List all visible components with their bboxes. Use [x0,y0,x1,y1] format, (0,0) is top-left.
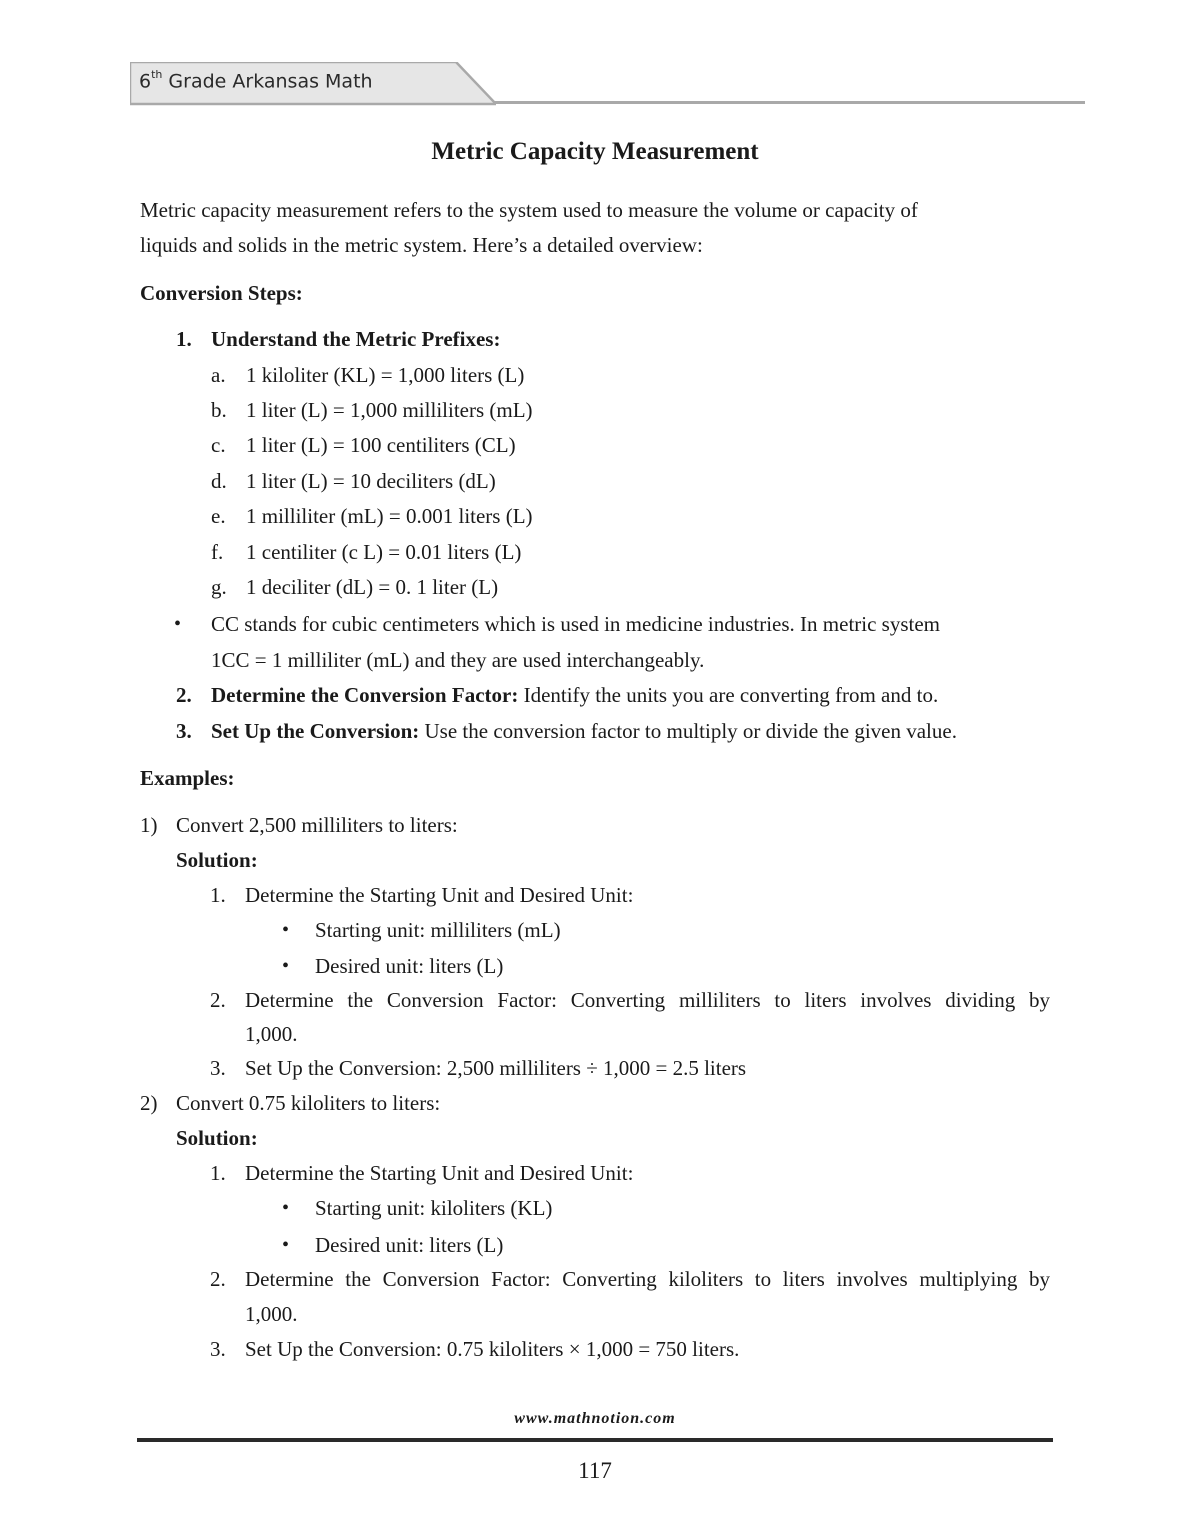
step-3-number: 3. [176,719,192,743]
header-title: 6th Grade Arkansas Math [139,68,373,93]
step-2-description: Identify the units you are converting from and to. [518,683,939,707]
prefix-item-b: 1 liter (L) = 1,000 milliliters (mL) [246,398,533,422]
example-1-step-3-number: 3. [210,1056,226,1080]
prefix-letter-a: a. [211,363,226,387]
step-2-number: 2. [176,683,192,707]
footer-url: www.mathnotion.com [514,1410,676,1427]
prefix-item-g: 1 deciliter (dL) = 0. 1 liter (L) [246,575,499,599]
step-3-label: Set Up the Conversion: [211,719,420,743]
example-1-step-1: Determine the Starting Unit and Desired Unit: [245,883,634,907]
prefix-letter-e: e. [211,504,226,528]
prefix-letter-f: f. [211,540,224,564]
step-3-description: Use the conversion factor to multiply or divide the given value. [419,719,957,743]
conversion-steps-heading: Conversion Steps: [140,281,303,305]
prefix-letter-c: c. [211,433,226,457]
example-2-starting-unit: Starting unit: kiloliters (KL) [315,1196,553,1220]
prefix-item-d: 1 liter (L) = 10 deciliters (dL) [246,469,496,493]
example-1-starting-unit: Starting unit: milliliters (mL) [315,918,561,942]
prefix-letter-g: g. [211,575,227,599]
example-1-step-2-number: 2. [210,988,226,1012]
step-1-label: Understand the Metric Prefixes: [211,327,501,351]
example-2-number: 2) [140,1091,158,1115]
step-3-text [211,721,957,742]
intro-line-2: liquids and solids in the metric system. Here’s a detailed overview: [140,233,703,257]
prefix-item-a: 1 kiloliter (KL) = 1,000 liters (L) [246,363,525,387]
prefix-item-f: 1 centiliter (c L) = 0.01 liters (L) [246,540,522,564]
examples-heading: Examples: [140,766,235,790]
example-1-bullet-1: • [282,919,290,941]
footer-rule [137,1438,1053,1442]
step-2-label: Determine the Conversion Factor: [211,683,519,707]
prefix-letter-b: b. [211,398,227,422]
example-1-step-2-line-1: Determine the Conversion Factor: Converting milliliters to liters involves dividing by [245,988,1050,1012]
step-1-number: 1. [176,327,192,351]
cc-note-line-1: CC stands for cubic centimeters which is used in medicine industries. In metric system [211,612,941,636]
example-2-step-2-line-2: 1,000. [245,1302,298,1326]
page-number: 117 [578,1458,612,1483]
cc-note-bullet: • [174,613,182,635]
cc-note-line-2: 1CC = 1 milliliter (mL) and they are used interchangeably. [211,648,705,672]
example-1-step-1-number: 1. [210,883,226,907]
example-1-desired-unit: Desired unit: liters (L) [315,954,504,978]
example-2-desired-unit: Desired unit: liters (L) [315,1233,504,1257]
example-2-solution-label: Solution: [176,1126,258,1150]
example-1-solution-label: Solution: [176,848,258,872]
prefix-item-c: 1 liter (L) = 100 centiliters (CL) [246,433,516,457]
example-2-bullet-1: • [282,1197,290,1219]
example-1-step-3: Set Up the Conversion: 2,500 milliliters ÷ 1,000 = 2.5 liters [245,1056,747,1080]
example-2-step-3: Set Up the Conversion: 0.75 kiloliters × 1,000 = 750 liters. [245,1337,740,1361]
example-1-question: Convert 2,500 milliliters to liters: [176,813,458,837]
example-2-step-3-number: 3. [210,1337,226,1361]
prefix-letter-d: d. [211,469,227,493]
example-1-number: 1) [140,813,158,837]
example-2-step-1-number: 1. [210,1161,226,1185]
example-2-step-2-line-1: Determine the Conversion Factor: Converting kiloliters to liters involves multiplying by [245,1267,1050,1291]
example-2-question: Convert 0.75 kiloliters to liters: [176,1091,441,1115]
page-title: Metric Capacity Measurement [431,138,759,165]
intro-line-1: Metric capacity measurement refers to the system used to measure the volume or capacity of [140,198,918,222]
example-2-step-1: Determine the Starting Unit and Desired Unit: [245,1161,634,1185]
example-2-bullet-2: • [282,1234,290,1256]
example-2-step-2-number: 2. [210,1267,226,1291]
step-2-text [211,685,938,706]
example-1-step-2-line-2: 1,000. [245,1022,298,1046]
prefix-item-e: 1 milliliter (mL) = 0.001 liters (L) [246,504,533,528]
example-1-bullet-2: • [282,955,290,977]
